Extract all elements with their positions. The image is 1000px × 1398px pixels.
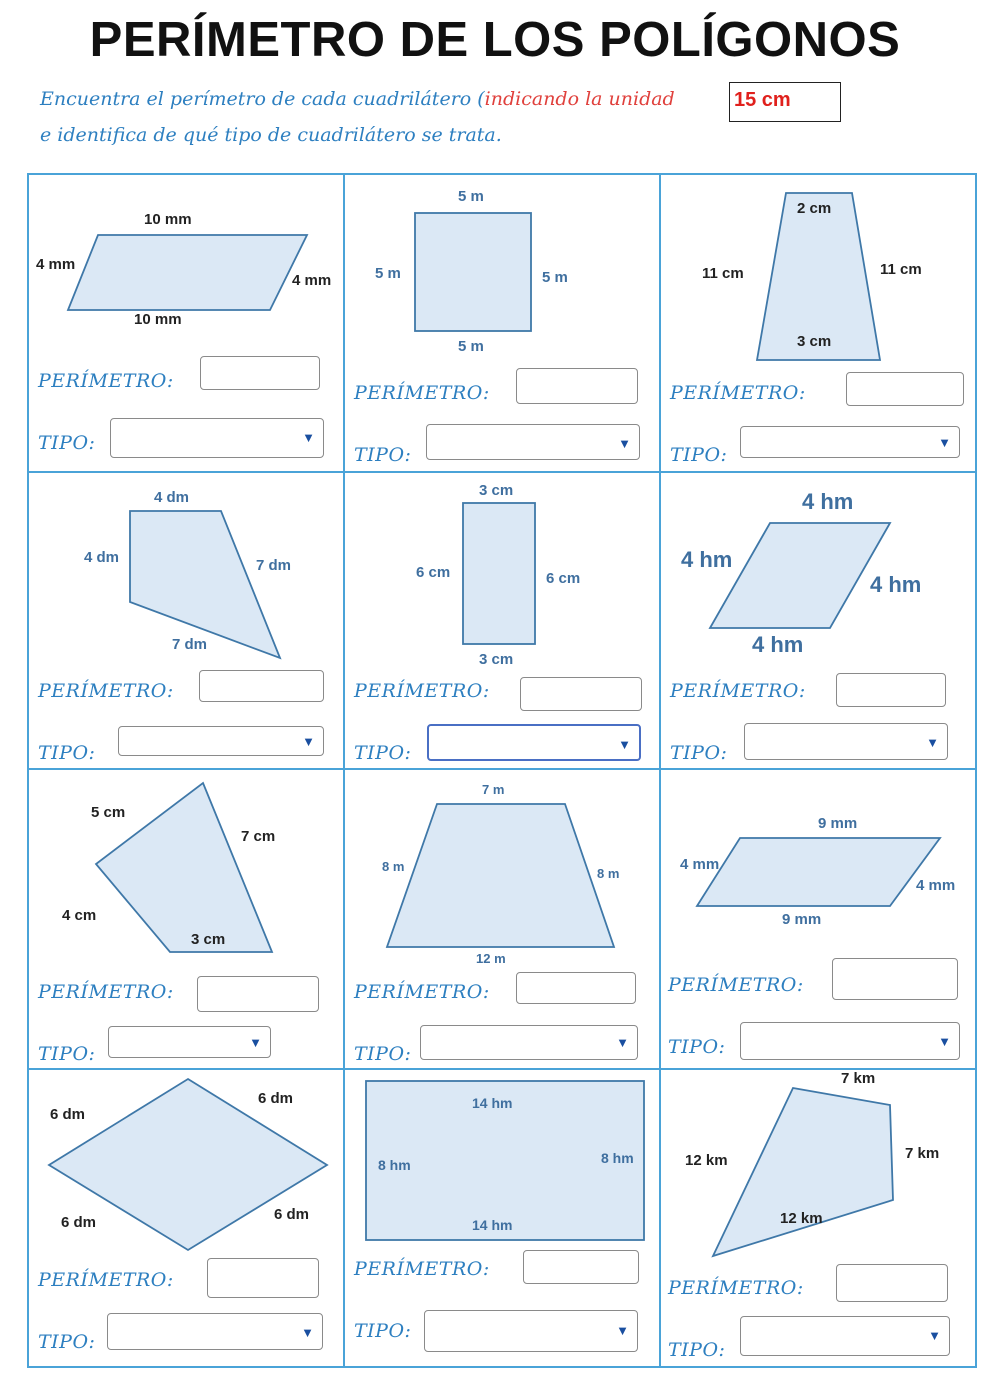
type-label: TIPO:	[354, 742, 412, 764]
perimeter-label: PERÍMETRO:	[670, 680, 806, 702]
perimeter-label: PERÍMETRO:	[38, 1269, 174, 1291]
side-label: 6 dm	[61, 1214, 97, 1231]
side-label: 14 hm	[472, 1217, 513, 1233]
type-label: TIPO:	[38, 742, 96, 764]
dropdown-arrow-icon: ▼	[938, 435, 951, 450]
perimeter-label: PERÍMETRO:	[38, 680, 174, 702]
side-label: 4 hm	[681, 547, 733, 572]
dropdown-arrow-icon: ▼	[616, 1323, 629, 1338]
side-label: 7 m	[482, 782, 505, 797]
side-label: 11 cm	[880, 261, 922, 278]
dropdown-arrow-icon: ▼	[616, 1035, 629, 1050]
side-label: 5 m	[375, 265, 401, 282]
dropdown-arrow-icon: ▼	[249, 1035, 262, 1050]
perimeter-label: PERÍMETRO:	[668, 974, 804, 996]
perimeter-label: PERÍMETRO:	[670, 382, 806, 404]
side-label: 4 dm	[154, 489, 190, 506]
side-label: 4 hm	[870, 572, 922, 597]
perimeter-label: PERÍMETRO:	[354, 680, 490, 702]
perimeter-label: PERÍMETRO:	[354, 382, 490, 404]
perimeter-label: PERÍMETRO:	[354, 981, 490, 1003]
side-label: 12 m	[476, 951, 506, 966]
type-label: TIPO:	[354, 1320, 412, 1342]
instruction-unit-hint: indicando la unidad	[484, 88, 675, 110]
perimeter-input[interactable]	[836, 1264, 948, 1302]
dropdown-arrow-icon: ▼	[302, 430, 315, 445]
side-label: 11 cm	[702, 265, 744, 282]
side-label: 12 km	[685, 1152, 728, 1169]
side-label: 10 mm	[134, 311, 182, 328]
page-title: PERÍMETRO DE LOS POLÍGONOS	[89, 13, 901, 67]
side-label: 7 cm	[241, 828, 276, 845]
instruction-text: Encuentra el perímetro de cada cuadrilátero (	[40, 88, 485, 110]
side-label: 7 km	[905, 1145, 940, 1162]
side-label: 3 cm	[479, 482, 514, 499]
dropdown-arrow-icon: ▼	[618, 737, 631, 752]
side-label: 10 mm	[144, 211, 192, 228]
perimeter-label: PERÍMETRO:	[38, 981, 174, 1003]
side-label: 6 cm	[416, 564, 451, 581]
perimeter-label: PERÍMETRO:	[668, 1277, 804, 1299]
side-label: 5 cm	[91, 804, 126, 821]
side-label: 14 hm	[472, 1095, 513, 1111]
side-label: 6 dm	[274, 1206, 310, 1223]
side-label: 2 cm	[797, 200, 832, 217]
side-label: 4 mm	[680, 856, 720, 873]
side-label: 4 hm	[752, 632, 804, 657]
type-label: TIPO:	[38, 1043, 96, 1065]
side-label: 7 km	[841, 1070, 876, 1087]
side-label: 5 m	[458, 188, 484, 205]
side-label: 4 mm	[36, 256, 76, 273]
side-label: 4 mm	[292, 272, 332, 289]
side-label: 8 hm	[601, 1150, 634, 1166]
side-label: 5 m	[458, 338, 484, 355]
perimeter-label: PERÍMETRO:	[38, 370, 174, 392]
type-label: TIPO:	[668, 1036, 726, 1058]
side-label: 4 mm	[916, 877, 956, 894]
dropdown-arrow-icon: ▼	[938, 1034, 951, 1049]
example-value: 15 cm	[734, 89, 791, 111]
type-label: TIPO:	[354, 1043, 412, 1065]
side-label: 5 m	[542, 269, 568, 286]
side-label: 7 dm	[256, 557, 292, 574]
side-label: 12 km	[780, 1210, 823, 1227]
side-label: 3 cm	[797, 333, 832, 350]
dropdown-arrow-icon: ▼	[928, 1328, 941, 1343]
dropdown-arrow-icon: ▼	[302, 734, 315, 749]
type-label: TIPO:	[670, 742, 728, 764]
type-select[interactable]	[740, 1316, 950, 1356]
side-label: 3 cm	[191, 931, 226, 948]
dropdown-arrow-icon: ▼	[926, 735, 939, 750]
side-label: 3 cm	[479, 651, 514, 668]
side-label: 7 dm	[172, 636, 208, 653]
side-label: 4 dm	[84, 549, 120, 566]
side-label: 6 cm	[546, 570, 581, 587]
side-label: 6 dm	[258, 1090, 294, 1107]
perimeter-label: PERÍMETRO:	[354, 1258, 490, 1280]
side-label: 6 dm	[50, 1106, 86, 1123]
side-label: 8 hm	[378, 1157, 411, 1173]
instruction-line-2: e identifica de qué tipo de cuadrilátero se trata.	[40, 124, 502, 146]
type-label: TIPO:	[668, 1339, 726, 1361]
side-label: 8 m	[382, 859, 405, 874]
type-label: TIPO:	[670, 444, 728, 466]
type-label: TIPO:	[38, 1331, 96, 1353]
type-label: TIPO:	[354, 444, 412, 466]
type-label: TIPO:	[38, 432, 96, 454]
side-label: 8 m	[597, 866, 620, 881]
dropdown-arrow-icon: ▼	[301, 1325, 314, 1340]
side-label: 4 hm	[802, 489, 854, 514]
side-label: 9 mm	[818, 815, 858, 832]
side-label: 4 cm	[62, 907, 97, 924]
dropdown-arrow-icon: ▼	[618, 436, 631, 451]
side-label: 9 mm	[782, 911, 822, 928]
